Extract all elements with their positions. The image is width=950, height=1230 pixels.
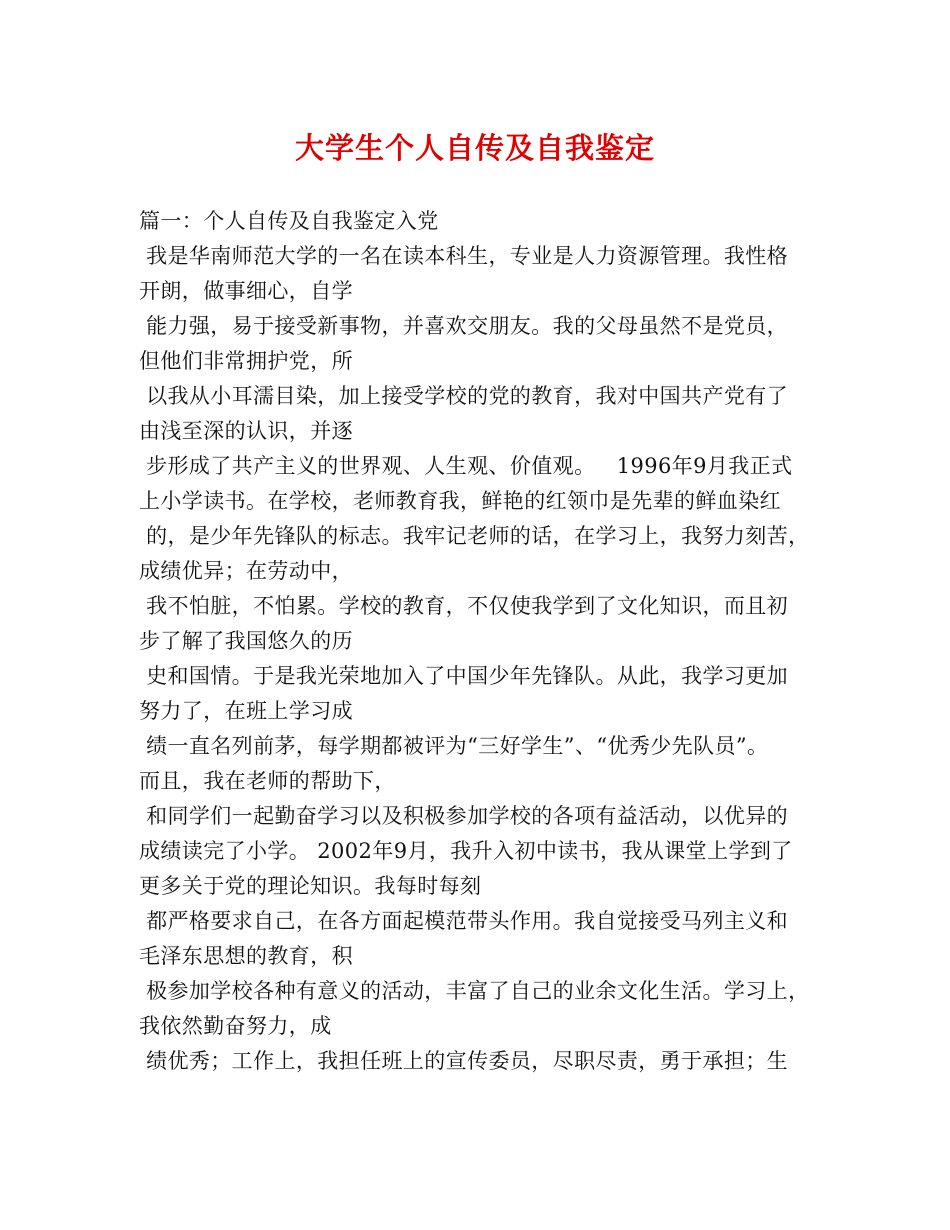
body-line: 成绩优异；在劳动中， bbox=[139, 559, 353, 583]
body-line: 步形成了共产主义的世界观、人生观、价值观。 1996年9月我正式 bbox=[139, 454, 793, 478]
body-line: 毛泽东思想的教育，积 bbox=[139, 944, 353, 968]
body-line: 以我从小耳濡目染，加上接受学校的党的教育，我对中国共产党有了 bbox=[139, 384, 789, 408]
document-body bbox=[139, 204, 839, 1079]
body-line: 极参加学校各种有意义的活动，丰富了自己的业余文化生活。学习上， bbox=[139, 979, 810, 1003]
body-line: 篇一：个人自传及自我鉴定入党 bbox=[139, 209, 439, 233]
body-line: 的，是少年先锋队的标志。我牢记老师的话，在学习上，我努力刻苦， bbox=[139, 524, 810, 548]
body-line: 和同学们一起勤奋学习以及积极参加学校的各项有益活动，以优异的 bbox=[139, 804, 789, 828]
body-line: 绩一直名列前茅，每学期都被评为“三好学生”、“优秀少先队员”。 bbox=[139, 734, 769, 758]
body-line: 成绩读完了小学。 2002年9月，我升入初中读书，我从课堂上学到了 bbox=[139, 839, 793, 863]
body-line: 上小学读书。在学校，老师教育我，鲜艳的红领巾是先辈的鲜血染红 bbox=[139, 489, 781, 513]
document-title: 大学生个人自传及自我鉴定 bbox=[294, 131, 655, 165]
body-line: 我依然勤奋努力，成 bbox=[139, 1014, 332, 1038]
body-line: 能力强，易于接受新事物，并喜欢交朋友。我的父母虽然不是党员， bbox=[139, 314, 789, 338]
body-line: 我是华南师范大学的一名在读本科生，专业是人力资源管理。我性格 bbox=[139, 244, 789, 268]
body-line: 更多关于党的理论知识。我每时每刻 bbox=[139, 874, 482, 898]
body-line: 史和国情。于是我光荣地加入了中国少年先锋队。从此，我学习更加 bbox=[139, 664, 789, 688]
body-line: 开朗，做事细心，自学 bbox=[139, 279, 353, 303]
body-line: 但他们非常拥护党，所 bbox=[139, 349, 353, 373]
body-line: 努力了，在班上学习成 bbox=[139, 699, 353, 723]
body-line: 都严格要求自己，在各方面起模范带头作用。我自觉接受马列主义和 bbox=[139, 909, 789, 933]
body-line: 由浅至深的认识，并逐 bbox=[139, 419, 353, 443]
body-line: 我不怕脏，不怕累。学校的教育，不仅使我学到了文化知识，而且初 bbox=[139, 594, 789, 618]
body-line: 而且，我在老师的帮助下， bbox=[139, 769, 396, 793]
body-line: 绩优秀；工作上，我担任班上的宣传委员，尽职尽责，勇于承担；生 bbox=[139, 1049, 789, 1073]
body-line: 步了解了我国悠久的历 bbox=[139, 629, 353, 653]
